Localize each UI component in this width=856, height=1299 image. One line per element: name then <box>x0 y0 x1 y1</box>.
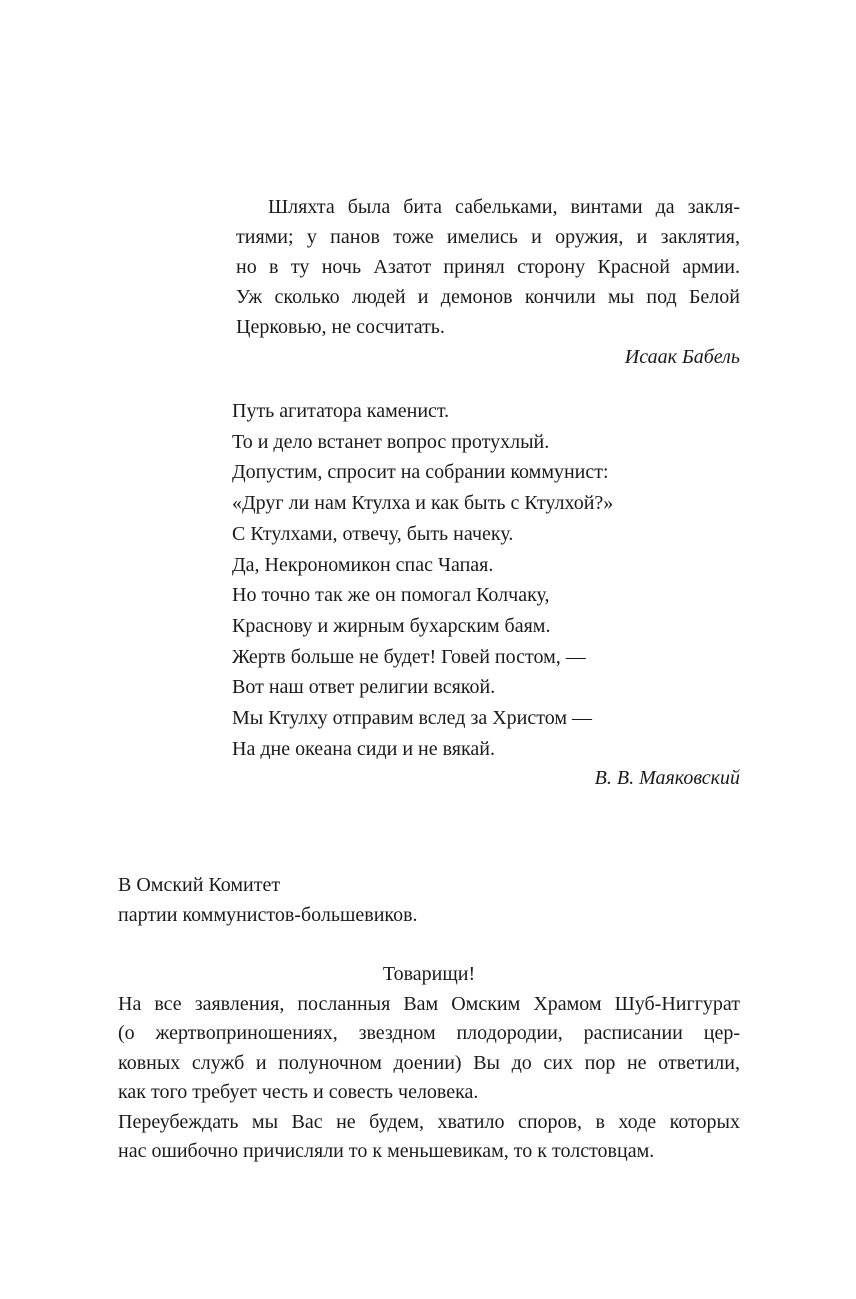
letter-paragraph <box>118 1108 740 1167</box>
text-line: нас ошибочно причисляли то к меньшевикам, то к толстовцам. <box>118 1140 655 1162</box>
epigraph-babel-author: Исаак Бабель <box>624 346 740 368</box>
poem-line: Да, Некрономикон спас Чапая. <box>232 553 494 576</box>
epigraph-babel-text <box>236 192 740 342</box>
poem-line: Путь агитатора каменист. <box>232 400 450 422</box>
text-line: Переубеждать мы Вас не будем, хватило споров, в ходе которых <box>118 1110 740 1133</box>
text-line: (о жертвоприношениях, звездном плодородии, расписании цер- <box>118 1022 740 1044</box>
text-line: тиями; у панов тоже имелись и оружия, и заклятия, <box>236 226 740 248</box>
poem-line: Но точно так же он помогал Колчаку, <box>232 584 550 607</box>
letter-paragraph <box>118 990 740 1108</box>
text-line: как того требует честь и совесть человека. <box>118 1081 479 1103</box>
epigraph-mayakovsky-author: В. В. Маяковский <box>594 767 740 790</box>
letter-greeting: Товарищи! <box>382 963 476 985</box>
text-line: Шляхта была бита сабельками, винтами да закля- <box>268 196 740 218</box>
letter <box>118 871 740 1167</box>
epigraph-mayakovsky <box>232 396 740 793</box>
poem-line: Вот наш ответ религии всякой. <box>232 676 496 699</box>
poem-line: Жертв больше не будет! Говей постом, — <box>232 645 586 668</box>
letter-address-line: партии коммунистов-большевиков. <box>118 903 418 926</box>
poem-line: С Ктулхами, отвечу, быть начеку. <box>232 522 514 545</box>
text-line: но в ту ночь Азатот принял сторону Красной армии. <box>236 256 740 278</box>
poem-line: «Друг ли нам Ктулха и как быть с Ктулхой?» <box>232 492 614 515</box>
poem-line: То и дело встанет вопрос протухлый. <box>232 430 550 453</box>
letter-address-line: В Омский Комитет <box>118 874 281 896</box>
poem-line: Допустим, спросит на собрании коммунист: <box>232 461 609 484</box>
text-line: ковных служб и полуночном доении) Вы до сих пор не ответили, <box>118 1051 740 1074</box>
epigraph-babel <box>236 192 740 372</box>
poem-line: Мы Ктулху отправим вслед за Христом — <box>232 707 592 730</box>
poem-line: На дне океана сиди и не вякай. <box>232 737 495 760</box>
text-line: На все заявления, посланныя Вам Омским Храмом Шуб-Ниггурат <box>118 992 740 1015</box>
poem-line: Краснову и жирным бухарским баям. <box>232 614 551 637</box>
text-line: Уж сколько людей и демонов кончили мы под Белой <box>236 286 740 308</box>
text-line: Церковью, не сосчитать. <box>236 316 445 338</box>
